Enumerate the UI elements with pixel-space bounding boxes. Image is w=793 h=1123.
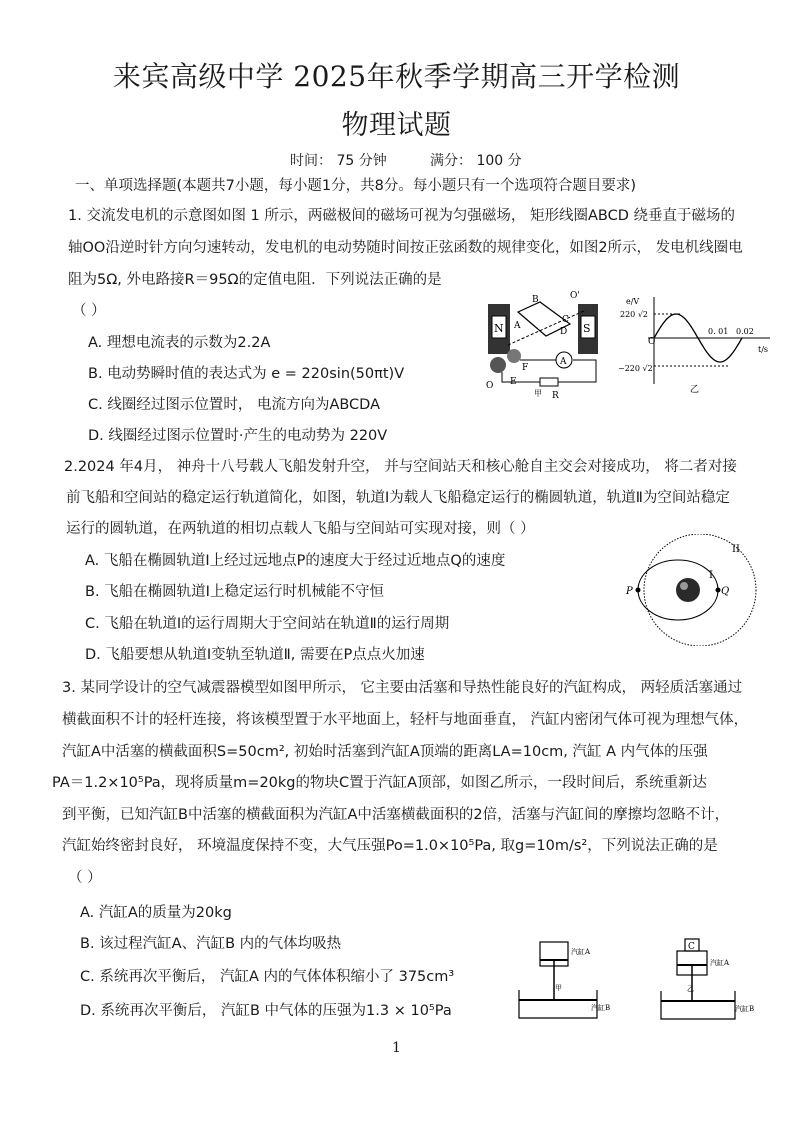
point-q-label: Q — [721, 586, 730, 597]
block-c-label: C — [688, 942, 695, 952]
q1-option-a[interactable]: A. 理想电流表的示数为2.2A — [88, 335, 271, 351]
q3-line: 汽缸始终密封良好， 环境温度保持不变，大气压强Po=1.0×10⁵Pa, 取g=10m/s²，下列说法正确的是 — [62, 838, 718, 854]
magnet-n-label: N — [494, 322, 504, 335]
q3-option-d[interactable]: D. 系统再次平衡后， 汽缸B 中气体的压强为1.3 × 10⁵Pa — [80, 1003, 452, 1019]
coil-a-label: A — [514, 321, 521, 331]
q3-line: PA＝1.2×10⁵Pa，现将质量m=20kg的物块C置于汽缸A顶部，如图乙所示，一段时间后，系统重新达 — [52, 775, 708, 791]
figure-jia-label: 甲 — [555, 984, 562, 992]
magnet-s-label: S — [583, 322, 591, 335]
cylinder-a-label: 汽缸A — [710, 959, 730, 967]
q2-line: 运行的圆轨道，在两轨道的相切点载人飞船与空间站可实现对接，则（ ） — [66, 521, 535, 537]
q2-option-d[interactable]: D. 飞船要想从轨道Ⅰ变轨至轨道Ⅱ, 需要在P点点火加速 — [85, 647, 425, 663]
cylinder-b-label: 汽缸B — [735, 1005, 755, 1013]
point-p-label: P — [626, 586, 633, 597]
page-number: 1 — [392, 1040, 401, 1056]
point-p — [636, 588, 641, 593]
figure-jia-label: 甲 — [534, 389, 542, 398]
orbit-ii-label: II — [732, 544, 740, 555]
axis-o-label: O — [486, 381, 494, 391]
q3-line: 汽缸A中活塞的横截面积S=50cm², 初始时活塞到汽缸A顶端的距离LA=10cm, 汽缸 A 内气体的压强 — [62, 744, 708, 760]
q1-line: 轴OO沿逆时针方向匀速转动，发电机的电动势随时间按正弦函数的规律变化，如图2所示， 发电机线圈电 — [68, 240, 743, 256]
y-axis-label: e/V — [626, 297, 640, 306]
axis-o-prime-label: O' — [570, 291, 580, 301]
y-max-label: 220 √2 — [620, 310, 648, 319]
exam-time: 时间： 75 分钟 — [290, 153, 387, 169]
q2-option-a[interactable]: A. 飞船在椭圆轨道Ⅰ上经过远地点P的速度大于经过近地点Q的速度 — [85, 553, 506, 569]
q1-line: 1. 交流发电机的示意图如图 1 所示，两磁极间的磁场可视为匀强磁场， 矩形线圈ABCD 绕垂直于磁场的 — [68, 208, 736, 224]
slip-ring-f — [507, 349, 521, 363]
cylinder-b-label: 汽缸B — [591, 1004, 611, 1012]
coil-b-label: B — [532, 295, 539, 305]
q3-answer-blank: （ ） — [68, 870, 102, 886]
resistor-r-label: R — [552, 391, 559, 400]
q2-line: 前飞船和空间站的稳定运行轨道简化，如图，轨道Ⅰ为载人飞船稳定运行的椭圆轨道，轨道Ⅱ为空间站稳定 — [66, 490, 730, 506]
q1-option-b[interactable]: B. 电动势瞬时值的表达式为 e = 220sin(50πt)V — [88, 366, 405, 382]
t1-label: 0. 01 — [708, 327, 729, 336]
q1-line: 阻为5Ω, 外电路接R＝95Ω的定值电阻．下列说法正确的是 — [68, 272, 442, 288]
q3-option-b[interactable]: B. 该过程汽缸A、汽缸B 内的气体均吸热 — [80, 936, 342, 952]
resistor-r — [540, 378, 558, 386]
q1-option-d[interactable]: D. 线圈经过图示位置时·产生的电动势为 220V — [88, 428, 388, 444]
q2-line: 2.2024 年4月， 神舟十八号载人飞船发射升空， 并与空间站天和核心舱自主交会对接成功， 将二者对接 — [64, 459, 737, 475]
brush-e-label: E — [510, 377, 517, 387]
point-q — [716, 588, 721, 593]
orbit-diagram — [620, 534, 780, 646]
section-heading: 一、单项选择题(本题共7小题，每小题1分，共8分。每小题只有一个选项符合题目要求) — [75, 178, 636, 194]
q1-option-c[interactable]: C. 线圈经过图示位置时， 电流方向为ABCDA — [88, 397, 381, 413]
shock-absorber-figure-yi — [655, 935, 770, 1023]
earth — [676, 578, 700, 602]
figure-yi-label: 乙 — [687, 985, 694, 993]
cylinder-b — [519, 990, 597, 1018]
shock-absorber-figure-jia — [515, 938, 620, 1023]
ammeter-label: A — [560, 357, 567, 367]
cylinder-b — [661, 991, 735, 1019]
coil-c-label: C — [562, 315, 569, 325]
origin-label: O — [648, 337, 656, 347]
figure-yi-label: 乙 — [690, 385, 700, 395]
exam-score: 满分： 100 分 — [430, 153, 522, 169]
exam-title: 来宾高级中学 2025年秋季学期高三开学检测 — [112, 60, 681, 93]
orbit-i-label: I — [709, 570, 713, 581]
q3-line: 到平衡，已知汽缸B中活塞的横截面积为汽缸A中活塞横截面积的2倍，活塞与汽缸间的摩擦均忽略不计， — [62, 807, 730, 823]
t-axis-label: t/s — [758, 345, 769, 354]
q1-answer-blank: （ ） — [72, 303, 106, 319]
emf-time-graph — [618, 292, 778, 397]
y-min-label: −220 √2 — [618, 364, 653, 373]
generator-diagram — [478, 290, 618, 400]
q2-option-c[interactable]: C. 飞船在轨道Ⅰ的运行周期大于空间站在轨道Ⅱ的运行周期 — [85, 616, 450, 632]
q3-option-c[interactable]: C. 系统再次平衡后， 汽缸A 内的气体体积缩小了 375cm³ — [80, 969, 455, 985]
q3-line: 横截面积不计的轻杆连接，将该模型置于水平地面上，轻杆与地面垂直， 汽缸内密闭气体可视为理想气体， — [62, 712, 749, 728]
t2-label: 0.02 — [736, 327, 754, 336]
exam-subject: 物理试题 — [341, 110, 452, 141]
q2-option-b[interactable]: B. 飞船在椭圆轨道Ⅰ上稳定运行时机械能不守恒 — [85, 584, 384, 600]
coil-d-label: D — [560, 327, 568, 337]
cylinder-a-label: 汽缸A — [571, 948, 591, 956]
q3-line: 3. 某同学设计的空气减震器模型如图甲所示， 它主要由活塞和导热性能良好的汽缸构成， 两轻质活塞通过 — [62, 680, 743, 696]
q3-option-a[interactable]: A. 汽缸A的质量为20kg — [80, 905, 232, 921]
brush-f-label: F — [522, 363, 529, 373]
slip-ring-e — [490, 357, 506, 373]
